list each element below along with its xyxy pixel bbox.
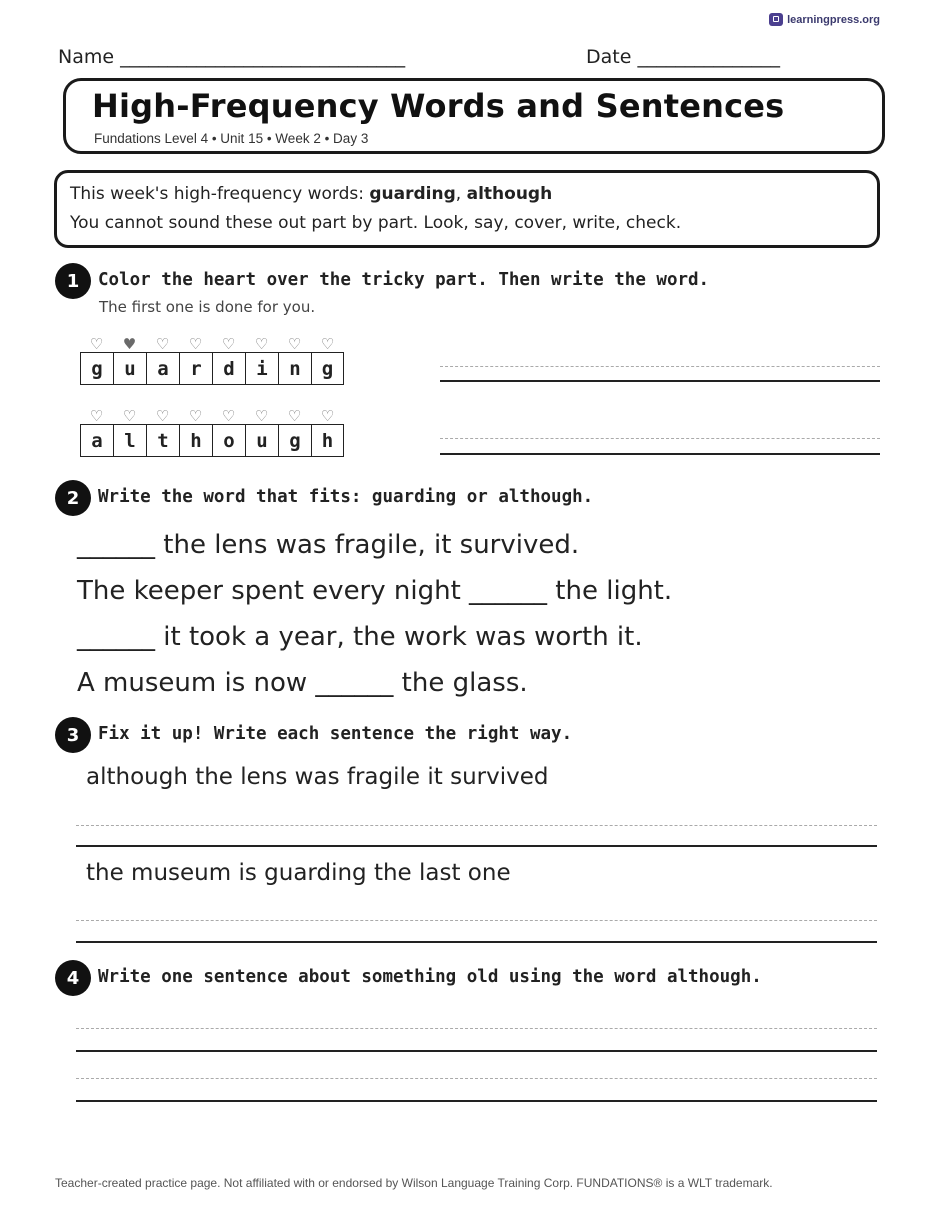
letter-box: t — [146, 424, 179, 457]
writing-guide-dashed — [76, 1028, 877, 1029]
heart-outline-icon[interactable]: ♡ — [155, 407, 170, 425]
info-line-2: You cannot sound these out part by part. Look, say, cover, write, check. — [70, 213, 682, 233]
heart-outline-icon[interactable]: ♡ — [89, 407, 104, 425]
writing-line[interactable] — [440, 453, 880, 455]
name-field[interactable]: Name ______________________________ — [58, 46, 406, 68]
letter-box: h — [311, 424, 344, 457]
word-row-2 — [80, 409, 344, 457]
fill-sentence-2[interactable]: The keeper spent every night ______ the light. — [77, 576, 673, 606]
letter-box: i — [245, 352, 278, 385]
brand-logo[interactable] — [769, 13, 880, 26]
section-number-1: 1 — [55, 263, 91, 299]
writing-line[interactable] — [76, 1050, 877, 1052]
info-box — [54, 170, 880, 248]
writing-guide-dashed — [440, 366, 880, 367]
hf-word-2: although — [466, 184, 553, 204]
hf-word-1: guarding — [369, 184, 456, 204]
section-2-instruction: Write the word that fits: guarding or although. — [98, 487, 594, 507]
heart-outline-icon[interactable]: ♡ — [254, 335, 269, 353]
heart-outline-icon[interactable]: ♡ — [155, 335, 170, 353]
letter-box: o — [212, 424, 245, 457]
date-field[interactable]: Date _______________ — [586, 46, 780, 68]
page-title: High-Frequency Words and Sentences — [92, 87, 785, 125]
letter-box: u — [245, 424, 278, 457]
heart-outline-icon[interactable]: ♡ — [122, 407, 137, 425]
fix-sentence-2: the museum is guarding the last one — [86, 860, 511, 886]
info-prefix: This week's high-frequency words: — [70, 184, 370, 204]
section-number-4: 4 — [55, 960, 91, 996]
title-box — [63, 78, 885, 154]
section-number-2: 2 — [55, 480, 91, 516]
section-4-instruction: Write one sentence about something old using the word although. — [98, 967, 762, 987]
letter-box: n — [278, 352, 311, 385]
writing-line[interactable] — [76, 845, 877, 847]
book-icon — [769, 13, 783, 26]
fix-sentence-1: although the lens was fragile it survived — [86, 764, 549, 790]
letter-box: h — [179, 424, 212, 457]
heart-outline-icon[interactable]: ♡ — [221, 407, 236, 425]
letter-box: a — [146, 352, 179, 385]
heart-outline-icon[interactable]: ♡ — [188, 335, 203, 353]
fill-sentence-4[interactable]: A museum is now ______ the glass. — [77, 668, 528, 698]
letter-box: u — [113, 352, 146, 385]
letter-box: a — [80, 424, 113, 457]
brand-label: learningpress.org — [787, 13, 880, 26]
heart-outline-icon[interactable]: ♡ — [254, 407, 269, 425]
letter-boxes — [80, 352, 344, 385]
letter-box: r — [179, 352, 212, 385]
section-1-hint: The first one is done for you. — [99, 298, 316, 316]
section-3-instruction: Fix it up! Write each sentence the right way. — [98, 724, 573, 744]
writing-line[interactable] — [76, 1100, 877, 1102]
heart-outline-icon[interactable]: ♡ — [320, 335, 335, 353]
heart-row — [80, 337, 344, 352]
heart-outline-icon[interactable]: ♡ — [320, 407, 335, 425]
letter-box: g — [80, 352, 113, 385]
fill-sentence-3[interactable]: ______ it took a year, the work was worth it. — [77, 622, 643, 652]
heart-outline-icon[interactable]: ♡ — [89, 335, 104, 353]
letter-box: l — [113, 424, 146, 457]
section-number-3: 3 — [55, 717, 91, 753]
heart-outline-icon[interactable]: ♡ — [221, 335, 236, 353]
letter-box: g — [311, 352, 344, 385]
word-row-1 — [80, 337, 344, 385]
heart-row — [80, 409, 344, 424]
letter-boxes — [80, 424, 344, 457]
heart-filled-icon[interactable]: ♥ — [122, 335, 137, 353]
info-line-1 — [70, 184, 552, 204]
writing-guide-dashed — [440, 438, 880, 439]
fill-sentence-1[interactable]: ______ the lens was fragile, it survived. — [77, 530, 580, 560]
writing-guide-dashed — [76, 1078, 877, 1079]
heart-outline-icon[interactable]: ♡ — [287, 335, 302, 353]
heart-outline-icon[interactable]: ♡ — [188, 407, 203, 425]
page-subtitle: Fundations Level 4 • Unit 15 • Week 2 • Day 3 — [94, 131, 369, 146]
footer-disclaimer: Teacher-created practice page. Not affiliated with or endorsed by Wilson Language Training Corp. FUNDATIONS® is a WLT trademark. — [55, 1176, 773, 1190]
writing-line[interactable] — [76, 941, 877, 943]
info-separator: , — [455, 184, 467, 204]
writing-line[interactable] — [440, 380, 880, 382]
section-1-instruction: Color the heart over the tricky part. Then write the word. — [98, 270, 710, 290]
letter-box: d — [212, 352, 245, 385]
writing-guide-dashed — [76, 920, 877, 921]
writing-guide-dashed — [76, 825, 877, 826]
letter-box: g — [278, 424, 311, 457]
heart-outline-icon[interactable]: ♡ — [287, 407, 302, 425]
